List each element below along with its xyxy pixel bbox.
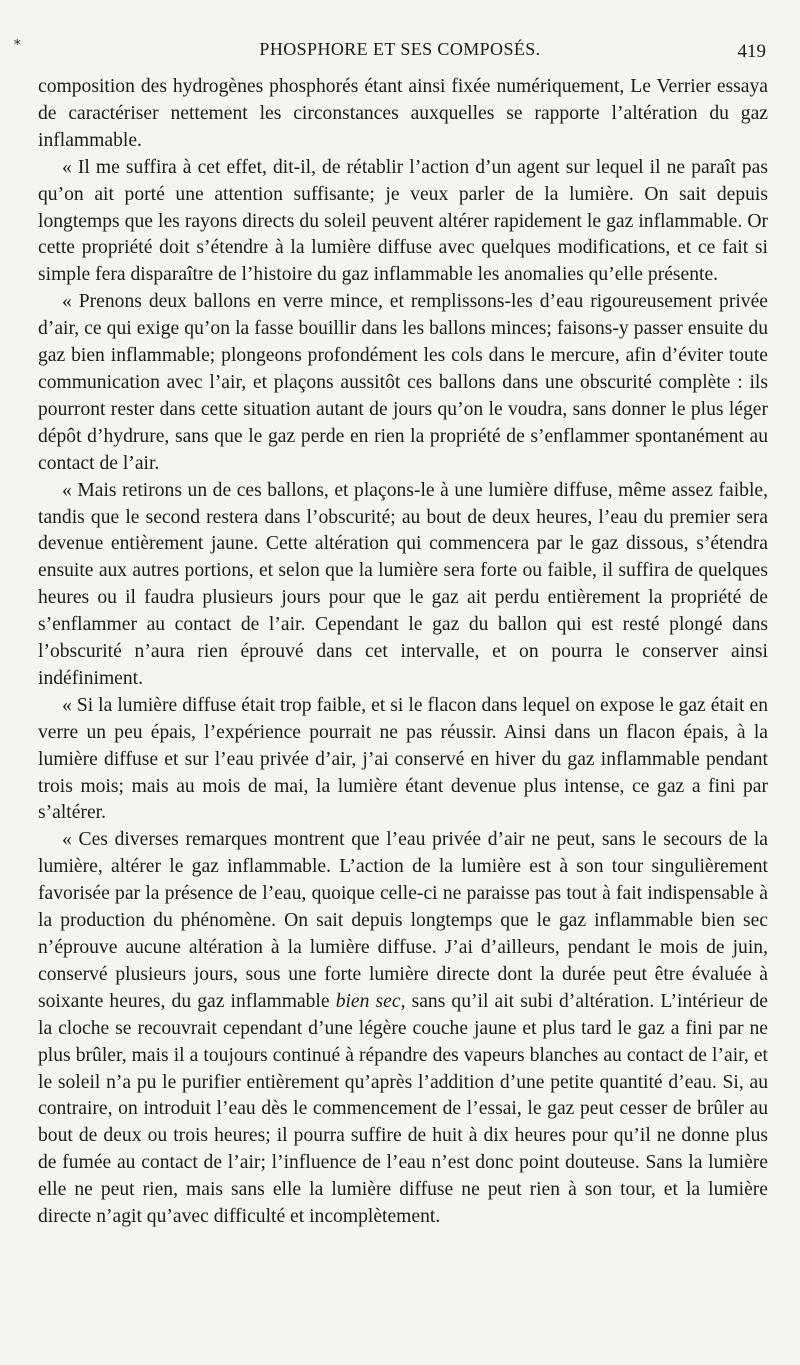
paragraph-1: composition des hydrogènes phosphorés étant ainsi fixée numériquement, Le Verrier essaya de caractériser nettement les circonstances auxquelles se rapporte l’altération du gaz inflammable. — [38, 76, 768, 151]
paragraph-6-part-1: « Ces diverses remarques montrent que l’eau privée d’air ne peut, sans le secours de la lumière, altérer le gaz inflammable. L’action de la lumière est à son tour singulièrement favorisée par la présence de l’eau, quoique celle-ci ne paraisse pas tout à fait indispensable à la production du phénomène. On sait depuis longtemps que le gaz inflammable bien sec n’éprouve aucune altération à la lumière diffuse. J’ai d’ailleurs, pendant le mois de juin, conservé plusieurs jours, sous une forte lumière directe dont la durée peut être évaluée à soixante heures, du gaz inflammable — [38, 829, 768, 1012]
paragraph-6-part-2: , sans qu’il ait subi d’altération. L’intérieur de la cloche se recouvrait cependant d’une légère couche jaune et plus tard le gaz a fini par ne plus brûler, mais il a toujours continué à répandre des vapeurs blanches au contact de l’air, et le soleil n’a pu le purifier entièrement qu’après l’addition d’une petite quantité d’eau. Si, au contraire, on introduit l’eau dès le commencement de l’essai, le gaz peut cesser de brûler au bout de deux ou trois heures; il pourra suffire de huit à dix heures pour qu’il ne donne plus de fumée au contact de l’air; l’influence de l’eau n’est donc point douteuse. Sans la lumière elle ne peut rien, mais sans elle la lumière diffuse ne peut rien à son tour, et la lumière directe n’agit qu’avec difficulté et incomplètement. — [38, 990, 768, 1228]
margin-mark: * — [14, 38, 21, 53]
running-title: PHOSPHORE ET SES COMPOSÉS. — [259, 39, 541, 59]
page-header — [0, 37, 800, 67]
paragraph-5: « Si la lumière diffuse était trop faible, et si le flacon dans lequel on expose le gaz était en verre un peu épais, l’expérience pourrait ne pas réussir. Ainsi dans un flacon épais, à la lumière diffuse et sur l’eau privée d’air, j’ai conservé en hiver du gaz inflammable pendant trois mois; mais au mois de mai, la lumière étant devenue plus intense, ce gaz a fini par s’altérer. — [38, 694, 768, 824]
emphasis-bien-sec: bien sec — [335, 990, 401, 1012]
paragraph-4: « Mais retirons un de ces ballons, et plaçons-le à une lumière diffuse, même assez faible, tandis que le second restera dans l’obscurité; au bout de deux heures, l’eau du premier sera devenue entièrement jaune. Cette altération qui commencera par le gaz dissous, s’étendra ensuite aux autres portions, et selon que la lumière sera forte ou faible, il suffira de quelques heures ou il faudra plusieurs jours pour que le gaz ait perdu entièrement la propriété de s’enflammer au contact de l’air. Cependant le gaz du ballon qui est resté plongé dans l’obscurité n’aura rien éprouvé dans cet intervalle, et on pourra le conserver ainsi indéfiniment. — [38, 479, 768, 689]
page-number: 419 — [737, 41, 766, 62]
paragraph-6 — [38, 827, 768, 1231]
body-text — [38, 74, 768, 1231]
paragraph-3: « Prenons deux ballons en verre mince, et remplissons-les d’eau rigoureusement privée d’air, ce qui exige qu’on la fasse bouillir dans les ballons minces; faisons-y passer ensuite du gaz bien inflammable; plongeons profondément les cols dans le mercure, afin d’éviter toute communication avec l’air, et plaçons aussitôt ces ballons dans une obscurité complète : ils pourront rester dans cette situation autant de jours qu’on le voudra, sans donner le plus léger dépôt d’hydrure, sans que le gaz perde en rien la propriété de s’enflammer spontanément au contact de l’air. — [38, 291, 768, 474]
paragraph-2: « Il me suffira à cet effet, dit-il, de rétablir l’action d’un agent sur lequel il ne paraît pas qu’on ait porté une attention suffisante; je veux parler de la lumière. On sait depuis longtemps que les rayons directs du soleil peuvent altérer rapidement le gaz inflammable. Or cette propriété doit s’étendre à la lumière diffuse avec quelques modifications, et ce fait si simple fera disparaître de l’histoire du gaz inflammable les anomalies qu’elle présente. — [38, 156, 768, 286]
